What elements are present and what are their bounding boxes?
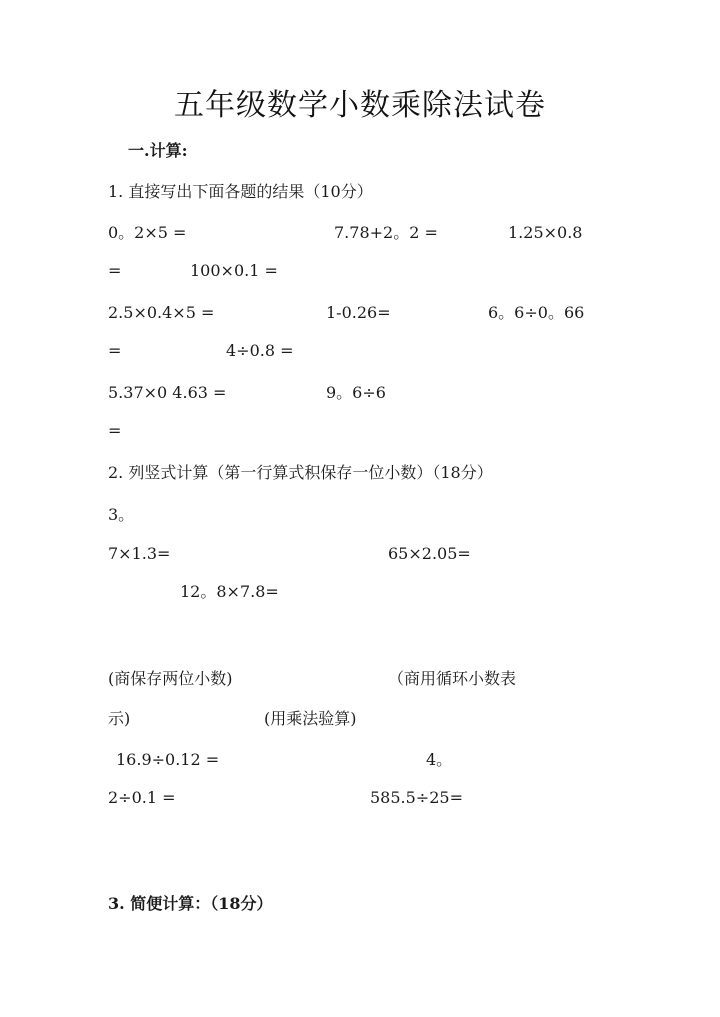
- question-2-item-3: 3。: [108, 505, 135, 524]
- problem-2-2: 1-0.26=: [326, 303, 391, 322]
- vertical-calc-7: 585.5÷25=: [370, 788, 463, 807]
- problem-2-3: 6。6÷0。66: [488, 303, 585, 322]
- problem-2-1: 2.5×0.4×5 =: [108, 303, 215, 322]
- question-1-heading: 1. 直接写出下面各题的结果（10分）: [108, 182, 373, 201]
- vertical-calc-3: 12。8×7.8=: [180, 582, 279, 601]
- note-repeating-decimal-cont: 示): [108, 709, 131, 728]
- problem-3-2-equals: =: [108, 421, 122, 440]
- problem-1-3-equals: =: [108, 261, 122, 280]
- vertical-calc-2: 65×2.05=: [388, 544, 471, 563]
- vertical-calc-4: 16.9÷0.12 =: [116, 750, 220, 769]
- problem-1-3: 1.25×0.8: [508, 223, 583, 242]
- problem-2-4: 4÷0.8 =: [226, 341, 294, 360]
- vertical-calc-1: 7×1.3=: [108, 544, 171, 563]
- question-2-heading: 2. 列竖式计算（第一行算式积保存一位小数）（18分）: [108, 463, 493, 482]
- vertical-calc-5-number: 4。: [426, 750, 453, 769]
- note-verify-multiplication: (用乘法验算): [264, 709, 357, 728]
- vertical-calc-6: 2÷0.1 =: [108, 788, 176, 807]
- problem-1-1: 0。2×5 =: [108, 223, 187, 242]
- section-heading-calculation: 一.计算:: [128, 141, 188, 160]
- problem-1-4: 100×0.1 =: [190, 261, 278, 280]
- problem-3-2: 9。6÷6: [326, 383, 386, 402]
- note-repeating-decimal: （商用循环小数表: [388, 669, 517, 688]
- question-3-heading: 3. 简便计算：（18分）: [108, 894, 273, 913]
- note-keep-two-decimals: (商保存两位小数): [108, 669, 233, 688]
- problem-2-3-equals: =: [108, 341, 122, 360]
- page-title: 五年级数学小数乘除法试卷: [174, 88, 546, 123]
- problem-1-2: 7.78+2。2 =: [334, 223, 438, 242]
- problem-3-1: 5.37×0 4.63 =: [108, 383, 227, 402]
